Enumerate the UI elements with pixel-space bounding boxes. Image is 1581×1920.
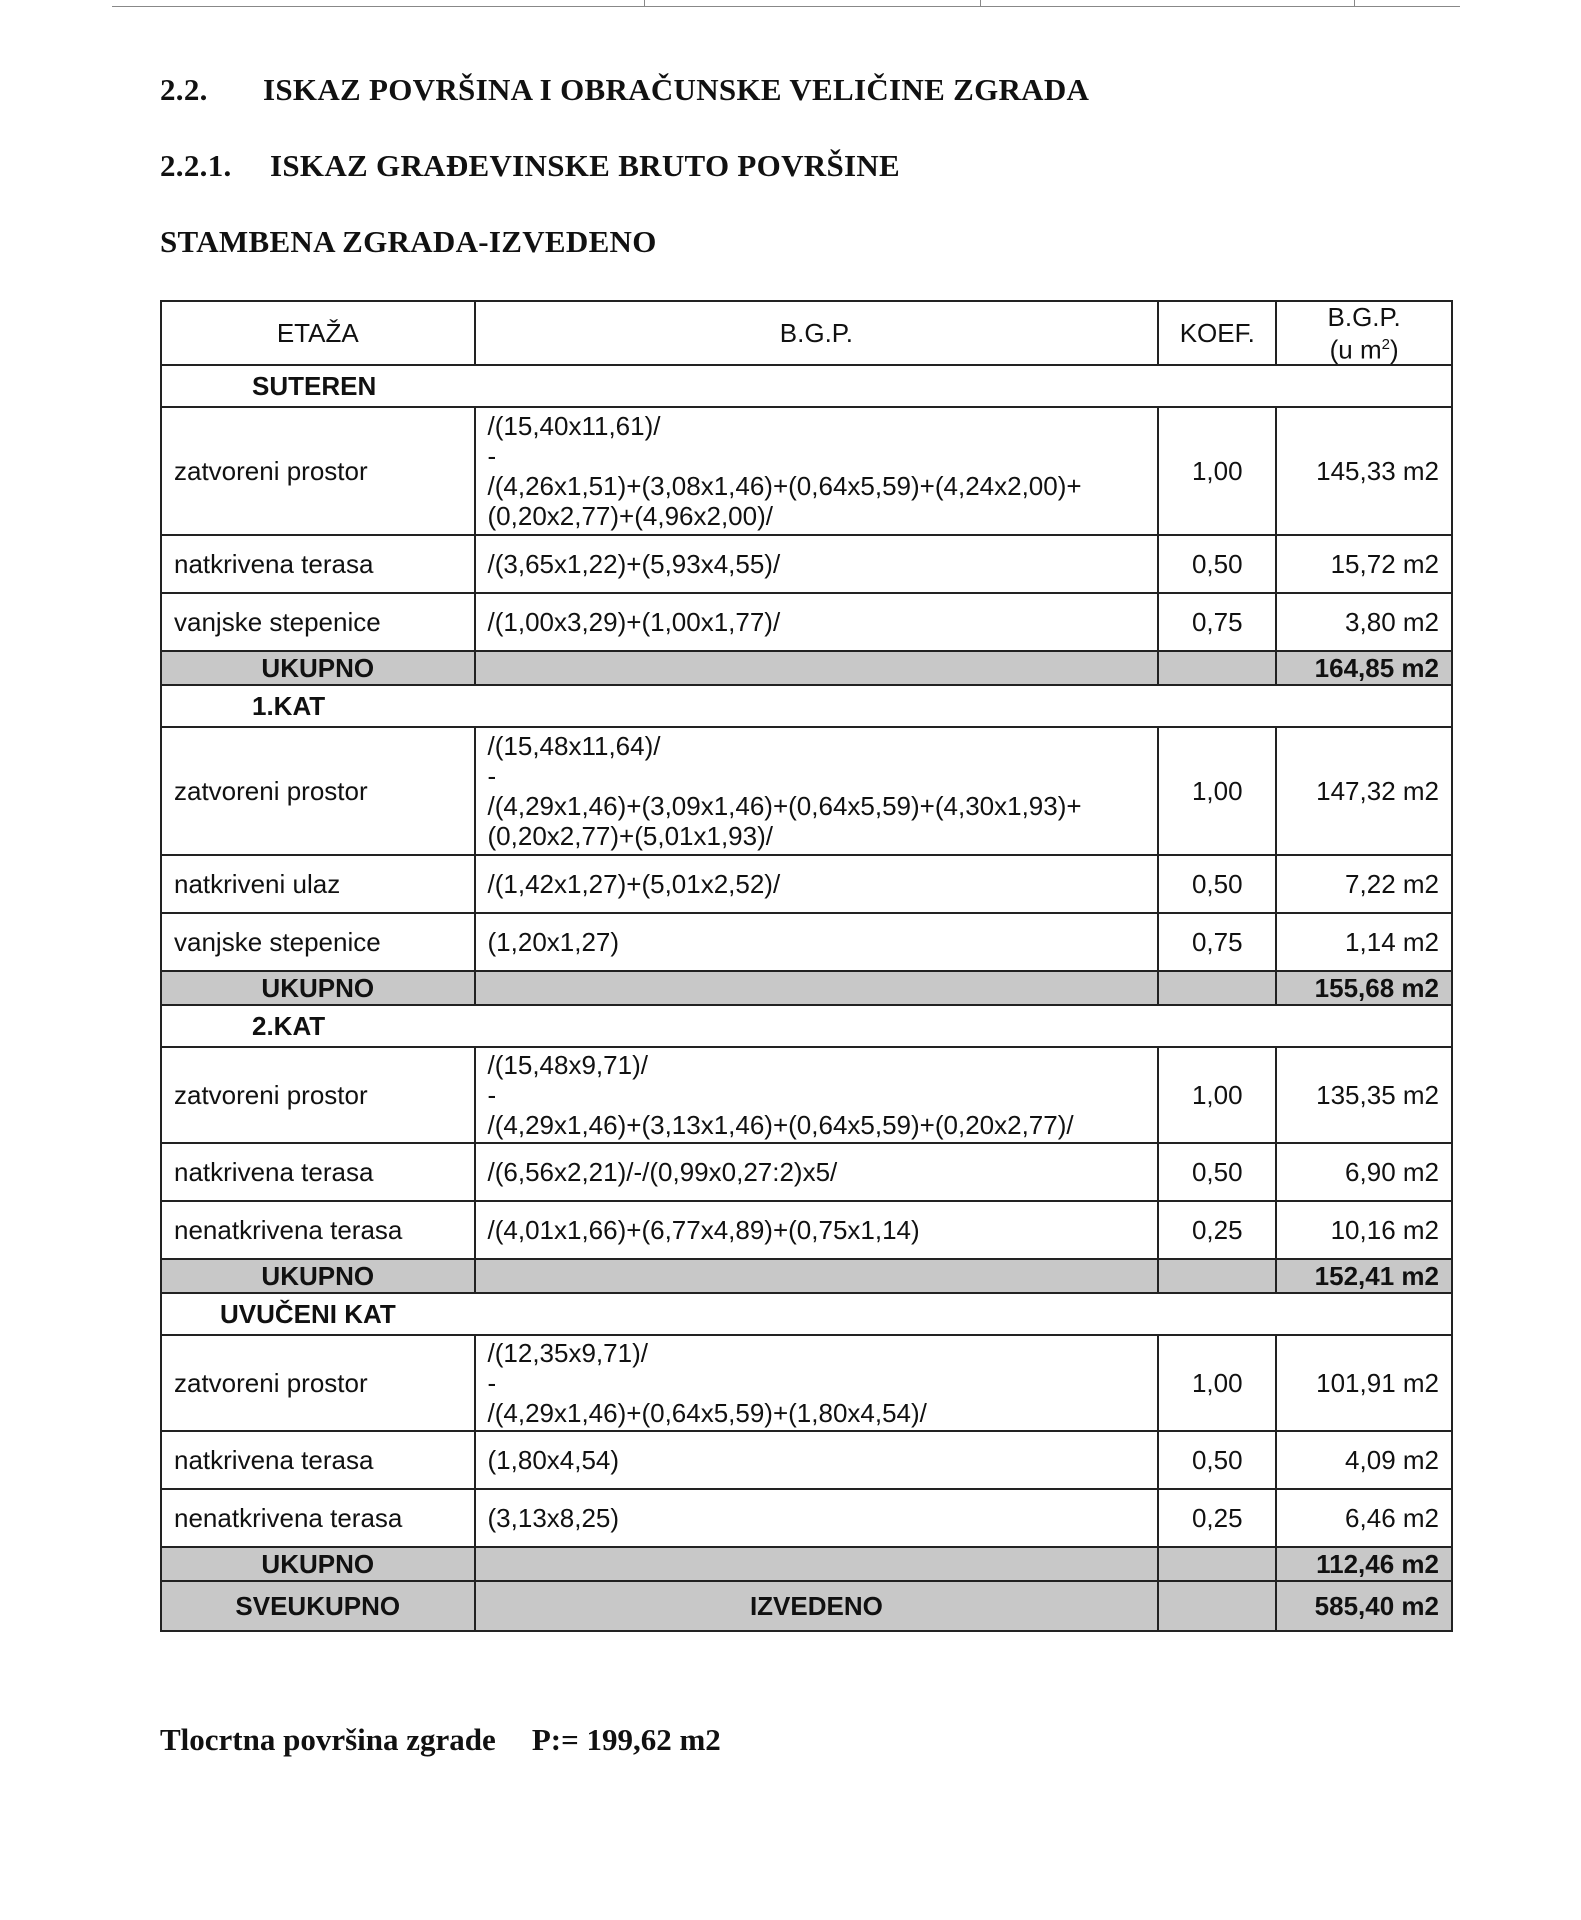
cell-koef: 0,50 [1158, 535, 1276, 593]
section-heading-2-2 [160, 72, 1089, 108]
bgp-table [160, 300, 1453, 1632]
subtotal-label: UKUPNO [161, 1547, 475, 1581]
header-koef: KOEF. [1158, 301, 1276, 365]
subtotal-row [161, 1259, 1452, 1293]
cell-calculation [475, 1431, 1159, 1489]
cell-etaza: zatvoreni prostor [161, 1335, 475, 1431]
cell-koef: 1,00 [1158, 727, 1276, 855]
calculation-line: /(4,26x1,51)+(3,08x1,46)+(0,64x5,59)+(4,24x2,00)+ [487, 471, 1082, 501]
cell-koef: 0,75 [1158, 593, 1276, 651]
subtotal-empty [475, 1547, 1159, 1581]
table-row [161, 535, 1452, 593]
cell-etaza: nenatkrivena terasa [161, 1489, 475, 1547]
subtotal-label: UKUPNO [161, 651, 475, 685]
previous-table-bottom-edge [112, 0, 1460, 7]
subheading-building: STAMBENA ZGRADA-IZVEDENO [160, 224, 657, 259]
header-etaza: ETAŽA [161, 301, 475, 365]
subtotal-empty [1158, 651, 1276, 685]
cell-bgp: 6,90 m2 [1276, 1143, 1452, 1201]
cell-calculation [475, 855, 1159, 913]
cell-koef: 1,00 [1158, 1335, 1276, 1431]
cell-etaza: zatvoreni prostor [161, 727, 475, 855]
cell-bgp: 3,80 m2 [1276, 593, 1452, 651]
cell-koef: 0,25 [1158, 1489, 1276, 1547]
calculation-line: /(4,29x1,46)+(3,09x1,46)+(0,64x5,59)+(4,30x1,93)+ [487, 791, 1082, 821]
cell-bgp: 101,91 m2 [1276, 1335, 1452, 1431]
cell-calculation [475, 407, 1159, 535]
calculation-line: (1,20x1,27) [487, 927, 620, 957]
subtotal-empty [1158, 1547, 1276, 1581]
cell-etaza: natkrivena terasa [161, 1143, 475, 1201]
cell-koef: 0,50 [1158, 855, 1276, 913]
calculation-line: (1,80x4,54) [487, 1445, 620, 1475]
cell-etaza: zatvoreni prostor [161, 1047, 475, 1143]
subtotal-empty [1158, 1259, 1276, 1293]
floor-section-name: SUTEREN [161, 365, 1452, 407]
calculation-line: /(6,56x2,21)/-/(0,99x0,27:2)x5/ [487, 1157, 838, 1187]
table-row [161, 407, 1452, 535]
header-bgp-unit-line1: B.G.P. [1327, 301, 1401, 332]
table-row [161, 1201, 1452, 1259]
floor-section-row [161, 1005, 1452, 1047]
calculation-line: /(4,01x1,66)+(6,77x4,89)+(0,75x1,14) [487, 1215, 920, 1245]
floor-area-value: P:= 199,62 m2 [531, 1722, 721, 1757]
calculation-line: /(1,42x1,27)+(5,01x2,52)/ [487, 869, 781, 899]
cell-koef: 1,00 [1158, 407, 1276, 535]
calculation-line: /(4,29x1,46)+(0,64x5,59)+(1,80x4,54)/ [487, 1398, 927, 1428]
grand-total-row [161, 1581, 1452, 1631]
subtotal-label: UKUPNO [161, 971, 475, 1005]
table-body [161, 365, 1452, 1631]
heading-number: 2.2.1. [160, 148, 232, 183]
header-bgp-unit-line2: (u m [1329, 334, 1382, 365]
subtotal-value: 152,41 m2 [1276, 1259, 1452, 1293]
cell-calculation [475, 913, 1159, 971]
table-row [161, 1489, 1452, 1547]
cell-etaza: vanjske stepenice [161, 593, 475, 651]
header-bgp-unit-sup: 2 [1381, 335, 1390, 353]
cell-etaza: natkrivena terasa [161, 1431, 475, 1489]
header-bgp: B.G.P. [475, 301, 1159, 365]
calculation-line: /(12,35x9,71)/ [487, 1338, 648, 1368]
cell-bgp: 1,14 m2 [1276, 913, 1452, 971]
cell-bgp: 7,22 m2 [1276, 855, 1452, 913]
cell-koef: 0,50 [1158, 1143, 1276, 1201]
floor-section-row [161, 365, 1452, 407]
cell-calculation [475, 1335, 1159, 1431]
cell-etaza: vanjske stepenice [161, 913, 475, 971]
cell-calculation [475, 593, 1159, 651]
heading-number: 2.2. [160, 72, 208, 107]
subtotal-empty [475, 971, 1159, 1005]
calculation-line: - [487, 1080, 497, 1110]
subtotal-value: 112,46 m2 [1276, 1547, 1452, 1581]
calculation-line: - [487, 441, 497, 471]
table-row [161, 727, 1452, 855]
subtotal-value: 155,68 m2 [1276, 971, 1452, 1005]
floor-section-row [161, 1293, 1452, 1335]
floor-area-label: Tlocrtna površina zgrade [160, 1722, 496, 1757]
cell-koef: 0,50 [1158, 1431, 1276, 1489]
subtotal-empty [475, 651, 1159, 685]
floor-section-name: 2.KAT [161, 1005, 1452, 1047]
heading-text: ISKAZ POVRŠINA I OBRAČUNSKE VELIČINE ZGRADA [263, 72, 1090, 107]
calculation-line: /(1,00x3,29)+(1,00x1,77)/ [487, 607, 781, 637]
calculation-line: /(3,65x1,22)+(5,93x4,55)/ [487, 549, 781, 579]
section-heading-2-2-1 [160, 148, 900, 184]
header-bgp-unit-close: ) [1389, 334, 1399, 365]
subtotal-row [161, 1547, 1452, 1581]
calculation-line: /(15,48x11,64)/ [487, 731, 661, 761]
calculation-line: (3,13x8,25) [487, 1503, 620, 1533]
grand-total-value: 585,40 m2 [1276, 1581, 1452, 1631]
table-row [161, 855, 1452, 913]
header-bgp-unit [1276, 301, 1452, 365]
cell-etaza: nenatkrivena terasa [161, 1201, 475, 1259]
cell-bgp: 10,16 m2 [1276, 1201, 1452, 1259]
cell-bgp: 135,35 m2 [1276, 1047, 1452, 1143]
calculation-line: /(4,29x1,46)+(3,13x1,46)+(0,64x5,59)+(0,20x2,77)/ [487, 1110, 1074, 1140]
cell-calculation [475, 727, 1159, 855]
cell-etaza: zatvoreni prostor [161, 407, 475, 535]
table-header-row [161, 301, 1452, 365]
cell-calculation [475, 1143, 1159, 1201]
cell-calculation [475, 1201, 1159, 1259]
cell-bgp: 145,33 m2 [1276, 407, 1452, 535]
grand-total-label: SVEUKUPNO [161, 1581, 475, 1631]
subtotal-value: 164,85 m2 [1276, 651, 1452, 685]
cell-calculation [475, 1047, 1159, 1143]
cell-bgp: 4,09 m2 [1276, 1431, 1452, 1489]
cell-bgp: 147,32 m2 [1276, 727, 1452, 855]
heading-text: ISKAZ GRAĐEVINSKE BRUTO POVRŠINE [270, 148, 901, 183]
subtotal-row [161, 971, 1452, 1005]
cell-koef: 0,25 [1158, 1201, 1276, 1259]
table-row [161, 1431, 1452, 1489]
floor-section-name: 1.KAT [161, 685, 1452, 727]
calculation-line: (0,20x2,77)+(5,01x1,93)/ [487, 821, 773, 851]
calculation-line: - [487, 1368, 497, 1398]
cell-etaza: natkriveni ulaz [161, 855, 475, 913]
cell-calculation [475, 1489, 1159, 1547]
cell-koef: 0,75 [1158, 913, 1276, 971]
subtotal-label: UKUPNO [161, 1259, 475, 1293]
table-row [161, 1143, 1452, 1201]
grand-total-note: IZVEDENO [475, 1581, 1159, 1631]
table-row [161, 1335, 1452, 1431]
cell-koef: 1,00 [1158, 1047, 1276, 1143]
table-row [161, 593, 1452, 651]
cell-bgp: 15,72 m2 [1276, 535, 1452, 593]
cell-calculation [475, 535, 1159, 593]
floor-area-summary [160, 1722, 721, 1758]
cell-etaza: natkrivena terasa [161, 535, 475, 593]
grand-total-empty [1158, 1581, 1276, 1631]
floor-section-row [161, 685, 1452, 727]
calculation-line: /(15,48x9,71)/ [487, 1050, 648, 1080]
subtotal-empty [1158, 971, 1276, 1005]
subtotal-empty [475, 1259, 1159, 1293]
floor-section-name: UVUČENI KAT [161, 1293, 1452, 1335]
table-row [161, 913, 1452, 971]
cell-bgp: 6,46 m2 [1276, 1489, 1452, 1547]
table-row [161, 1047, 1452, 1143]
subtotal-row [161, 651, 1452, 685]
calculation-line: /(15,40x11,61)/ [487, 411, 661, 441]
calculation-line: (0,20x2,77)+(4,96x2,00)/ [487, 501, 773, 531]
calculation-line: - [487, 761, 497, 791]
